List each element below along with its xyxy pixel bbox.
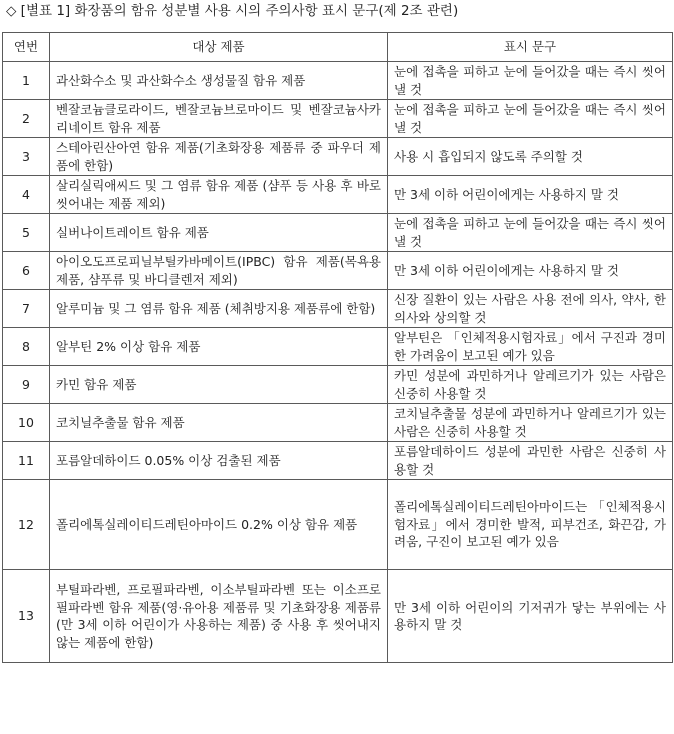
table-row	[3, 480, 673, 570]
row-number: 7	[3, 290, 50, 328]
row-target-product: 코치닐추출물 함유 제품	[50, 404, 388, 442]
row-warning-text: 신장 질환이 있는 사람은 사용 전에 의사, 약사, 한의사와 상의할 것	[388, 290, 673, 328]
row-target-product: 알부틴 2% 이상 함유 제품	[50, 328, 388, 366]
row-warning-text: 코치닐추출물 성분에 과민하거나 알레르기가 있는 사람은 신중히 사용할 것	[388, 404, 673, 442]
row-warning-text: 알부틴은 「인체적용시험자료」에서 구진과 경미한 가려움이 보고된 예가 있음	[388, 328, 673, 366]
table-row	[3, 328, 673, 366]
table-row	[3, 570, 673, 663]
row-target-product: 알루미늄 및 그 염류 함유 제품 (체취방지용 제품류에 한함)	[50, 290, 388, 328]
header-number: 연번	[3, 33, 50, 62]
row-warning-text: 포름알데하이드 성분에 과민한 사람은 신중히 사용할 것	[388, 442, 673, 480]
row-number: 12	[3, 480, 50, 570]
row-number: 3	[3, 138, 50, 176]
row-warning-text: 만 3세 이하 어린이의 기저귀가 닿는 부위에는 사용하지 말 것	[388, 570, 673, 663]
row-warning-text: 폴리에톡실레이티드레틴아마이드는 「인체적용시험자료」에서 경미한 발적, 피부건조, 화끈감, 가려움, 구진이 보고된 예가 있음	[388, 480, 673, 570]
table-row	[3, 366, 673, 404]
row-target-product: 아이오도프로피닐부틸카바메이트(IPBC) 함유 제품(목욕용제품, 샴푸류 및 바디클렌저 제외)	[50, 252, 388, 290]
row-warning-text: 만 3세 이하 어린이에게는 사용하지 말 것	[388, 176, 673, 214]
row-target-product: 스테아린산아연 함유 제품(기초화장용 제품류 중 파우더 제품에 한함)	[50, 138, 388, 176]
row-warning-text: 눈에 접촉을 피하고 눈에 들어갔을 때는 즉시 씻어낼 것	[388, 100, 673, 138]
table-row	[3, 404, 673, 442]
row-warning-text: 만 3세 이하 어린이에게는 사용하지 말 것	[388, 252, 673, 290]
row-number: 4	[3, 176, 50, 214]
header-target-product: 대상 제품	[50, 33, 388, 62]
row-warning-text: 사용 시 흡입되지 않도록 주의할 것	[388, 138, 673, 176]
table-row	[3, 214, 673, 252]
row-number: 6	[3, 252, 50, 290]
table-row	[3, 252, 673, 290]
row-number: 2	[3, 100, 50, 138]
row-target-product: 부틸파라벤, 프로필파라벤, 이소부틸파라벤 또는 이소프로필파라벤 함유 제품(영·유아용 제품류 및 기초화장용 제품류(만 3세 이하 어린이가 사용하는 제품) 중 사용 후 씻어내지 않는 제품에 한함)	[50, 570, 388, 663]
row-target-product: 폴리에톡실레이티드레틴아마이드 0.2% 이상 함유 제품	[50, 480, 388, 570]
row-number: 9	[3, 366, 50, 404]
table-row	[3, 290, 673, 328]
header-warning-text: 표시 문구	[388, 33, 673, 62]
row-target-product: 살리실릭애씨드 및 그 염류 함유 제품 (샴푸 등 사용 후 바로 씻어내는 제품 제외)	[50, 176, 388, 214]
row-number: 8	[3, 328, 50, 366]
table-row	[3, 138, 673, 176]
table-row	[3, 442, 673, 480]
row-target-product: 포름알데하이드 0.05% 이상 검출된 제품	[50, 442, 388, 480]
table-row	[3, 176, 673, 214]
row-warning-text: 눈에 접촉을 피하고 눈에 들어갔을 때는 즉시 씻어낼 것	[388, 62, 673, 100]
row-number: 13	[3, 570, 50, 663]
row-number: 10	[3, 404, 50, 442]
table-header-row	[3, 33, 673, 62]
page-title: ◇ [별표 1] 화장품의 함유 성분별 사용 시의 주의사항 표시 문구(제 2조 관련)	[6, 3, 459, 19]
row-target-product: 벤잘코늄클로라이드, 벤잘코늄브로마이드 및 벤잘코늄사카리네이트 함유 제품	[50, 100, 388, 138]
row-warning-text: 카민 성분에 과민하거나 알레르기가 있는 사람은 신중히 사용할 것	[388, 366, 673, 404]
row-number: 1	[3, 62, 50, 100]
row-target-product: 카민 함유 제품	[50, 366, 388, 404]
row-number: 5	[3, 214, 50, 252]
row-number: 11	[3, 442, 50, 480]
table-row	[3, 62, 673, 100]
row-target-product: 과산화수소 및 과산화수소 생성물질 함유 제품	[50, 62, 388, 100]
table-row	[3, 100, 673, 138]
row-warning-text: 눈에 접촉을 피하고 눈에 들어갔을 때는 즉시 씻어낼 것	[388, 214, 673, 252]
row-target-product: 실버나이트레이트 함유 제품	[50, 214, 388, 252]
warning-table	[2, 32, 673, 663]
